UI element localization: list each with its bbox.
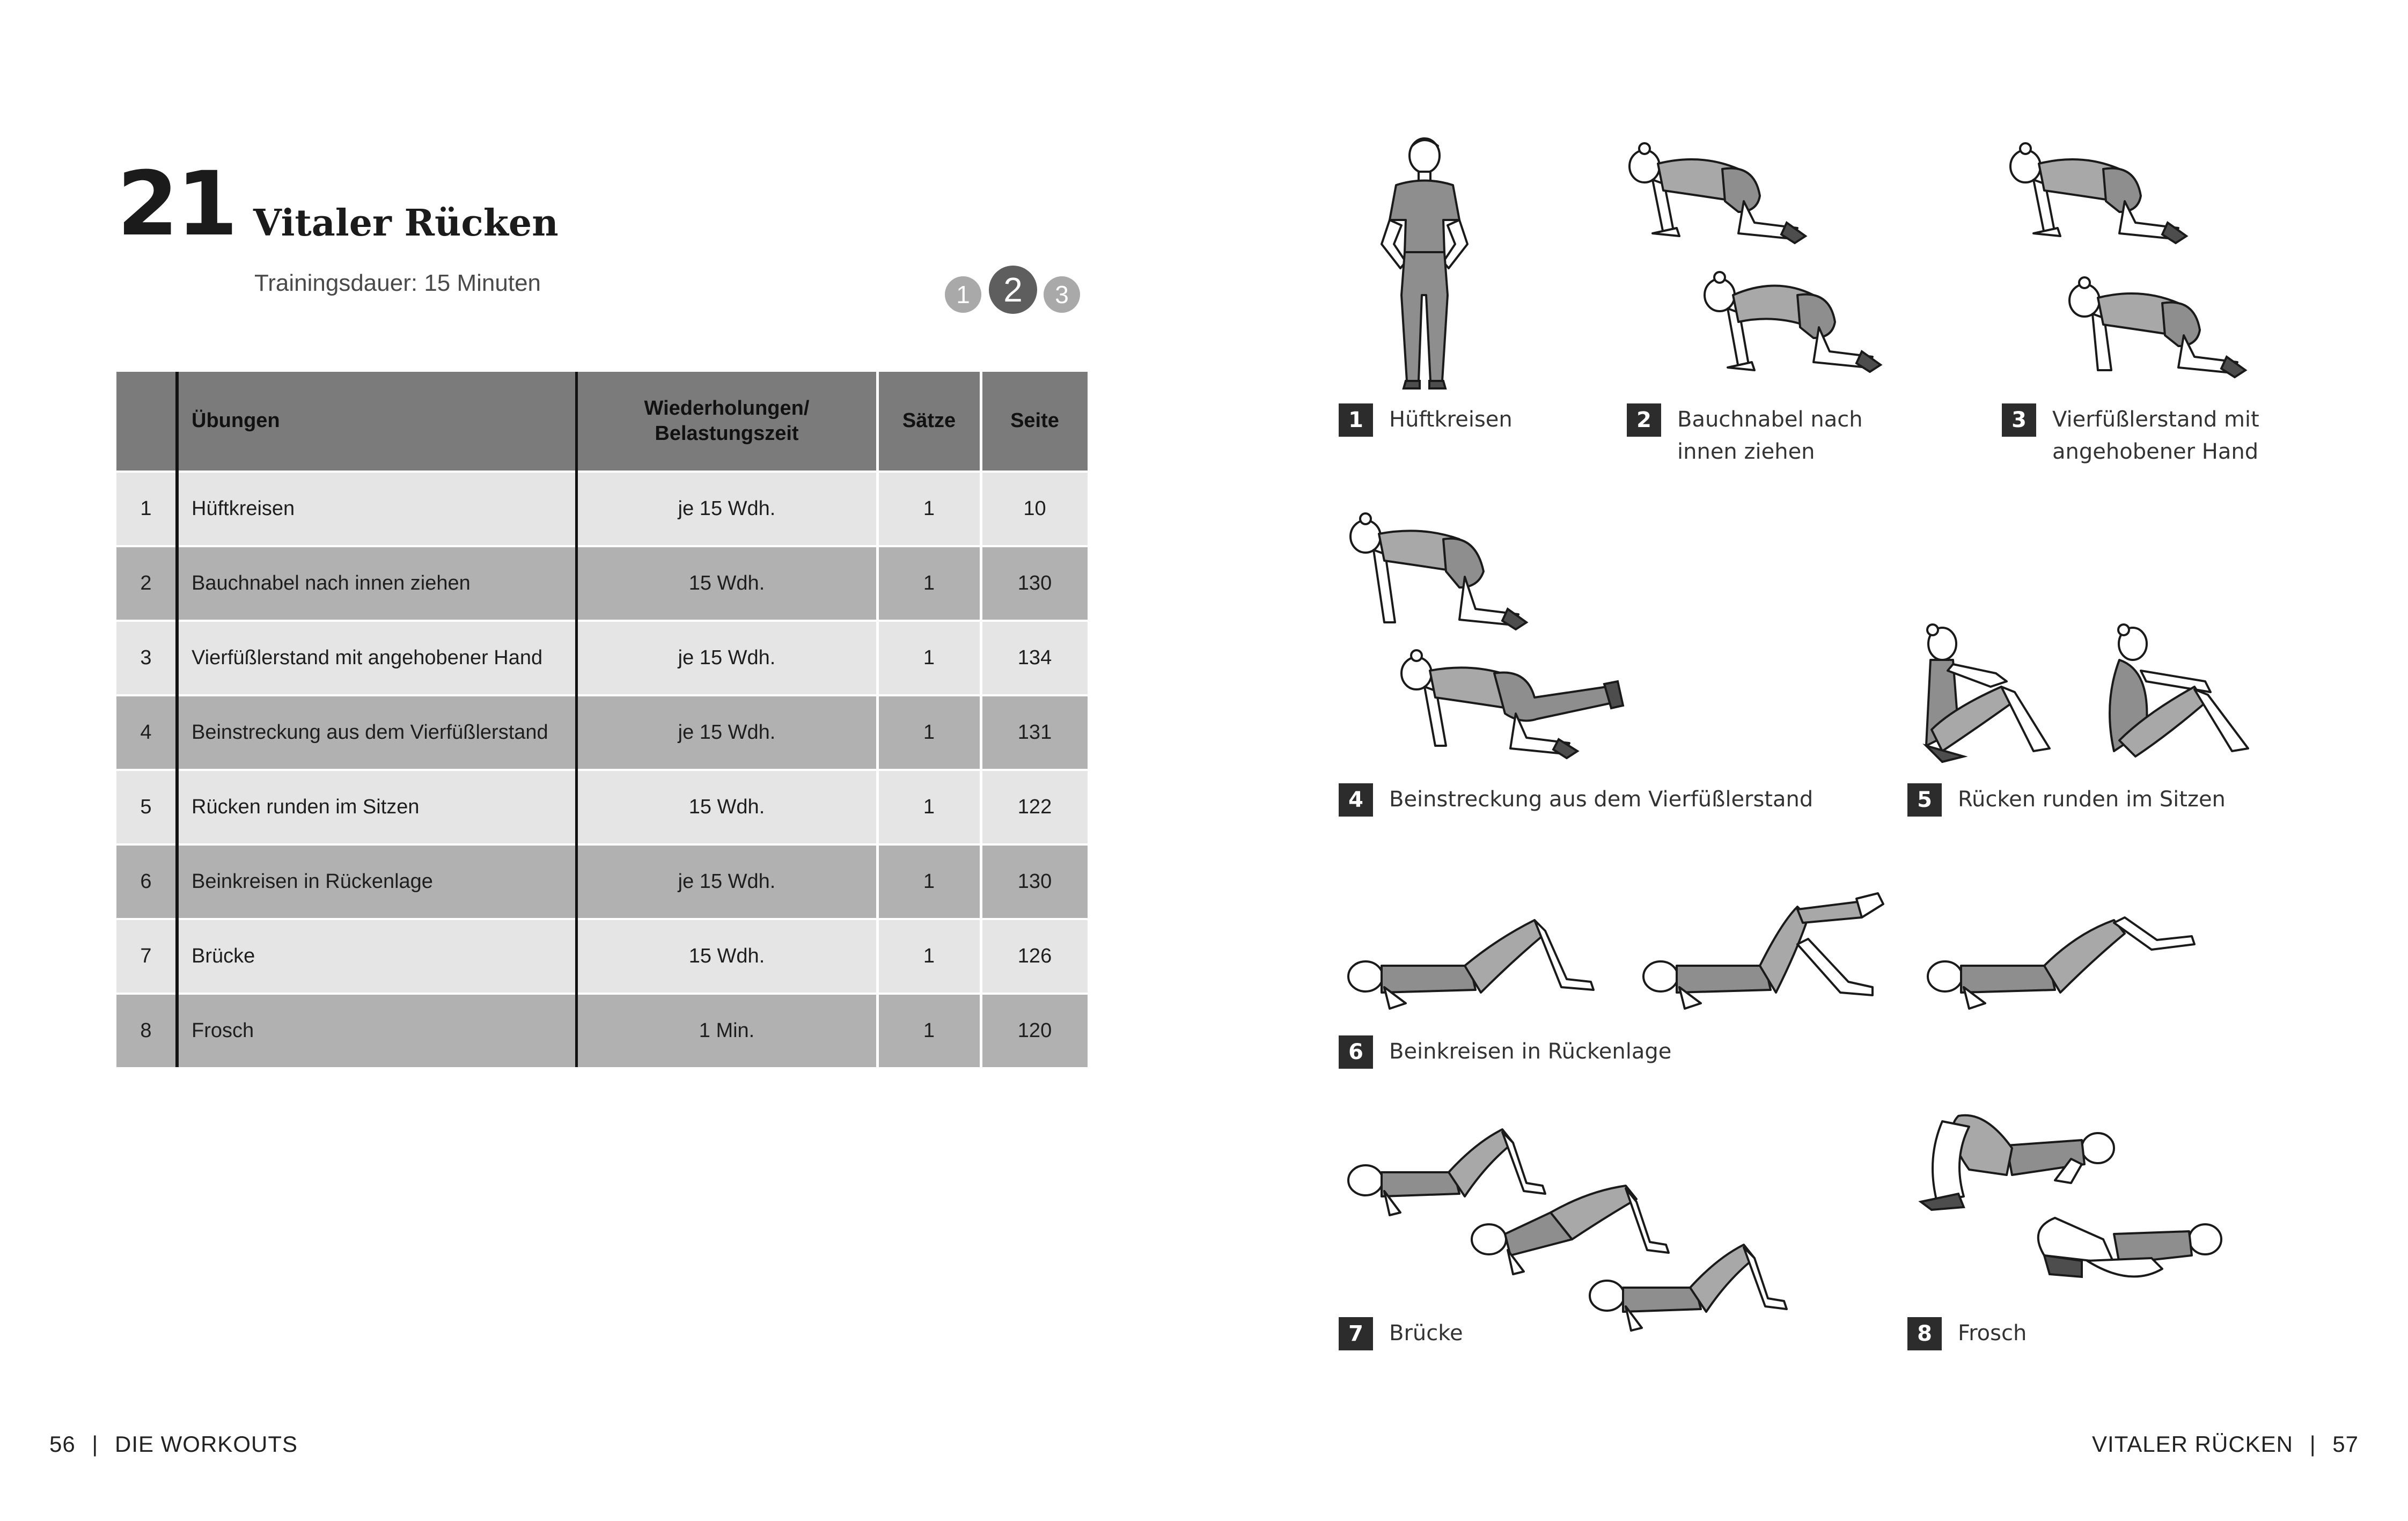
illustration-hip-circles xyxy=(1352,134,1486,392)
table-row xyxy=(116,546,1088,621)
illustration-leg-extension xyxy=(1341,512,1685,770)
header-page: Seite xyxy=(981,372,1088,472)
level-2-indicator-active: 2 xyxy=(989,266,1037,314)
row-exercise: Bauchnabel nach innen ziehen xyxy=(177,546,576,621)
header-exercise-label: Übungen xyxy=(192,409,280,432)
training-duration: Trainingsdauer: 15 Minuten xyxy=(254,270,541,296)
row-sets: 1 xyxy=(877,770,981,844)
illustration-belly-button xyxy=(1620,142,1921,389)
row-exercise: Beinkreisen in Rückenlage xyxy=(177,844,576,919)
row-number: 7 xyxy=(116,919,177,994)
header-number xyxy=(116,372,177,472)
caption-text: Rücken runden im Sitzen xyxy=(1958,787,2226,812)
caption-badge: 7 xyxy=(1339,1317,1373,1350)
caption-6 xyxy=(1339,1035,1671,1069)
caption-text: Hüftkreisen xyxy=(1389,407,1513,432)
caption-badge: 4 xyxy=(1339,783,1373,817)
caption-4 xyxy=(1339,783,1813,817)
row-exercise: Brücke xyxy=(177,919,576,994)
caption-badge: 3 xyxy=(2002,403,2036,437)
header-repetitions xyxy=(576,372,877,472)
caption-badge: 8 xyxy=(1907,1317,1942,1350)
caption-badge: 6 xyxy=(1339,1035,1373,1069)
left-page-number: 56 xyxy=(49,1431,76,1457)
row-exercise: Beinstreckung aus dem Vierfüßlerstand xyxy=(177,695,576,770)
row-page: 134 xyxy=(981,621,1088,695)
row-sets: 1 xyxy=(877,994,981,1067)
header-exercise xyxy=(177,372,576,472)
row-reps: 15 Wdh. xyxy=(576,546,877,621)
row-number: 4 xyxy=(116,695,177,770)
row-sets: 1 xyxy=(877,621,981,695)
exercise-table xyxy=(116,372,1088,1067)
footer-separator: | xyxy=(92,1431,99,1457)
illustration-raised-hand xyxy=(2001,142,2302,389)
workout-title: Vitaler Rücken xyxy=(253,202,559,245)
row-page: 130 xyxy=(981,844,1088,919)
row-exercise: Rücken runden im Sitzen xyxy=(177,770,576,844)
row-page: 120 xyxy=(981,994,1088,1067)
row-reps: 15 Wdh. xyxy=(576,770,877,844)
row-reps: je 15 Wdh. xyxy=(576,472,877,546)
row-reps: je 15 Wdh. xyxy=(576,621,877,695)
row-number: 5 xyxy=(116,770,177,844)
row-number: 6 xyxy=(116,844,177,919)
row-page: 10 xyxy=(981,472,1088,546)
right-page-number: 57 xyxy=(2332,1431,2359,1457)
row-sets: 1 xyxy=(877,919,981,994)
table-row xyxy=(116,472,1088,546)
caption-text: Bauchnabel nach xyxy=(1677,407,1863,432)
row-exercise: Vierfüßlerstand mit angehobener Hand xyxy=(177,621,576,695)
row-number: 2 xyxy=(116,546,177,621)
table-row xyxy=(116,770,1088,844)
row-reps: 15 Wdh. xyxy=(576,919,877,994)
row-page: 122 xyxy=(981,770,1088,844)
row-page: 131 xyxy=(981,695,1088,770)
level-3-indicator: 3 xyxy=(1044,276,1080,313)
row-number: 3 xyxy=(116,621,177,695)
footer-separator: | xyxy=(2309,1431,2316,1457)
row-page: 130 xyxy=(981,546,1088,621)
header-reps-line1: Wiederholungen/ xyxy=(644,396,810,420)
caption-text: Beinkreisen in Rückenlage xyxy=(1389,1039,1672,1064)
table-row xyxy=(116,695,1088,770)
row-number: 8 xyxy=(116,994,177,1067)
caption-8 xyxy=(1907,1317,2027,1350)
caption-text: Vierfüßlerstand mit xyxy=(2052,407,2259,432)
caption-3 xyxy=(2002,403,2259,468)
illustration-frog xyxy=(1910,1111,2232,1304)
table-row xyxy=(116,919,1088,994)
row-sets: 1 xyxy=(877,844,981,919)
table-row xyxy=(116,994,1088,1067)
caption-1 xyxy=(1339,403,1513,437)
table-row xyxy=(116,621,1088,695)
caption-text: Frosch xyxy=(1958,1321,2027,1346)
footer-right xyxy=(2092,1431,2359,1457)
row-reps: 1 Min. xyxy=(576,994,877,1067)
table-header-row xyxy=(116,372,1088,472)
caption-text-line2: innen ziehen xyxy=(1677,439,1815,464)
row-exercise: Hüftkreisen xyxy=(177,472,576,546)
caption-badge: 2 xyxy=(1627,403,1661,437)
right-section-title: VITALER RÜCKEN xyxy=(2092,1431,2294,1457)
level-1-indicator: 1 xyxy=(945,276,981,313)
footer-left xyxy=(49,1431,298,1457)
table-row xyxy=(116,844,1088,919)
caption-text: Beinstreckung aus dem Vierfüßlerstand xyxy=(1389,787,1814,812)
row-number: 1 xyxy=(116,472,177,546)
header-sets: Sätze xyxy=(877,372,981,472)
header-reps-line2: Belastungszeit xyxy=(655,422,799,445)
workout-number: 21 xyxy=(117,152,236,255)
caption-5 xyxy=(1907,783,2226,817)
row-page: 126 xyxy=(981,919,1088,994)
left-section-title: DIE WORKOUTS xyxy=(114,1431,298,1457)
illustration-round-back xyxy=(1921,622,2296,773)
row-sets: 1 xyxy=(877,695,981,770)
row-reps: je 15 Wdh. xyxy=(576,695,877,770)
caption-badge: 1 xyxy=(1339,403,1373,437)
row-sets: 1 xyxy=(877,472,981,546)
row-sets: 1 xyxy=(877,546,981,621)
caption-badge: 5 xyxy=(1907,783,1942,817)
caption-text-line2: angehobener Hand xyxy=(2052,439,2259,464)
caption-7 xyxy=(1339,1317,1463,1350)
row-exercise: Frosch xyxy=(177,994,576,1067)
row-reps: je 15 Wdh. xyxy=(576,844,877,919)
caption-text: Brücke xyxy=(1389,1321,1463,1346)
caption-2 xyxy=(1627,403,1863,468)
illustration-leg-circles xyxy=(1341,891,2232,1030)
